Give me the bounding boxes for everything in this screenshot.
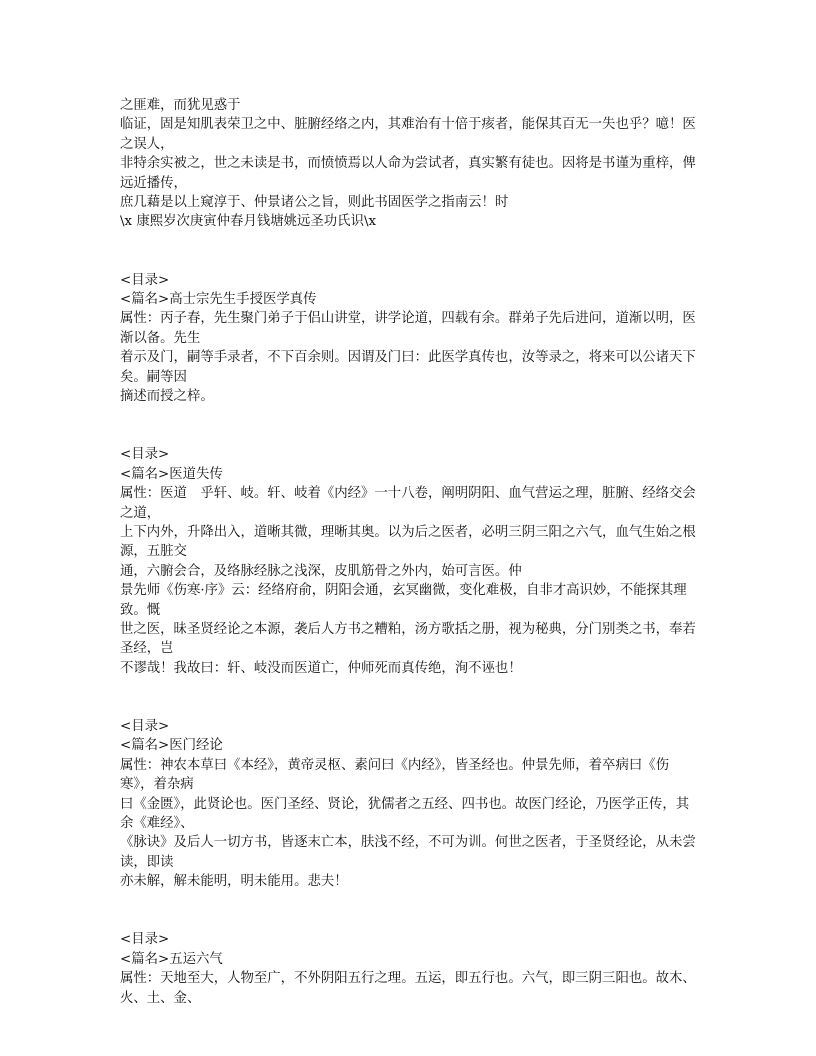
catalog-marker: <目录>	[120, 447, 170, 463]
section-title: <篇名>医门经论	[120, 738, 223, 754]
section-spacer	[120, 678, 698, 717]
catalog-marker: <目录>	[120, 718, 170, 734]
section-line: 世之医，昧圣贤经论之本源，袭后人方书之糟粕，汤方歌括之册，视为秘典，分门别类之书，奉若圣经，岂	[120, 621, 696, 657]
section-line: 《脉诀》及后人一切方书，皆逐末亡本，肤浅不经，不可为训。何世之医者，于圣贤经论，从未尝读，即读	[120, 835, 696, 870]
section-spacer	[120, 232, 698, 271]
section-block	[120, 717, 698, 892]
intro-line: 之匪难，而犹见惑于	[120, 98, 241, 113]
section-line: 属性：天地至大，人物至广，不外阴阳五行之理。五运，即五行也。六气，即三阴三阳也。故木、火、土、金、	[120, 971, 696, 1006]
section-block	[120, 930, 698, 1008]
section-line: 亦未解，解未能明，明未能用。悲夫！	[120, 874, 348, 890]
catalog-marker: <目录>	[120, 272, 170, 288]
intro-line: 庶几藉是以上窥淳于、仲景诸公之旨，则此书固医学之指南云！时	[120, 195, 509, 211]
section-line: 属性：神农本草曰《本经》，黄帝灵枢、素问曰《内经》，皆圣经也。仲景先师，着卒病曰《伤寒》，着杂病	[120, 757, 670, 793]
section-line: 不谬哉！我故曰：轩、岐没而医道亡，仲师死而真传绝，洵不诬也！	[120, 660, 522, 676]
intro-line: 临证，固是知肌表荣卫之中、脏腑经络之内，其难治有十倍于痎者，能保其百无一失也乎？噫！医之误人，	[120, 117, 696, 152]
section-line: 通，六腑会合，及络脉经脉之浅深，皮肌筋骨之外内，始可言医。仲	[120, 563, 522, 579]
section-line: 着示及门，嗣等手录者，不下百余则。因谓及门曰：此医学真传也，汝等录之，将来可以公诸天下矣。嗣等因	[120, 350, 696, 385]
intro-line: \x 康熙岁次庚寅仲春月钱塘姚远圣功氏识\x	[120, 214, 377, 230]
section-spacer	[120, 892, 698, 931]
section-line: 属性：丙子春，先生聚门弟子于侣山讲堂，讲学论道，四载有余。群弟子先后进问，道渐以明，医渐以备。先生	[120, 311, 696, 346]
intro-block	[120, 96, 698, 232]
section-block	[120, 271, 698, 407]
section-title: <篇名>医道失传	[120, 466, 223, 482]
section-line: 属性：医道 乎轩、岐。轩、岐着《内经》一十八卷，阐明阴阳、血气营运之理，脏腑、经络交会之道，	[120, 486, 696, 521]
section-spacer	[120, 406, 698, 445]
catalog-marker: <目录>	[120, 932, 170, 948]
section-line: 摘述而授之梓。	[120, 389, 214, 405]
section-block	[120, 445, 698, 678]
document-page	[120, 96, 698, 1008]
section-line: 曰《金匮》，此贤论也。医门圣经、贤论，犹儒者之五经、四书也。故医门经论，乃医学正传，其余《难经》、	[120, 796, 690, 831]
section-line: 景先师《伤寒·序》云：经络府俞，阴阳会通，玄冥幽微，变化难极，自非才高识妙，不能探其理致。慨	[120, 583, 687, 618]
section-line: 上下内外，升降出入，道晰其微，理晰其奥。以为后之医者，必明三阴三阳之六气，血气生始之根源，五脏交	[120, 524, 696, 560]
section-title: <篇名>高士宗先生手授医学真传	[120, 292, 317, 308]
section-title: <篇名>五运六气	[120, 951, 223, 967]
intro-line: 非特余实被之，世之未读是书，而愤愤焉以人命为尝试者，真实繁有徒也。因将是书谨为重梓，俾远近播传，	[120, 156, 696, 191]
